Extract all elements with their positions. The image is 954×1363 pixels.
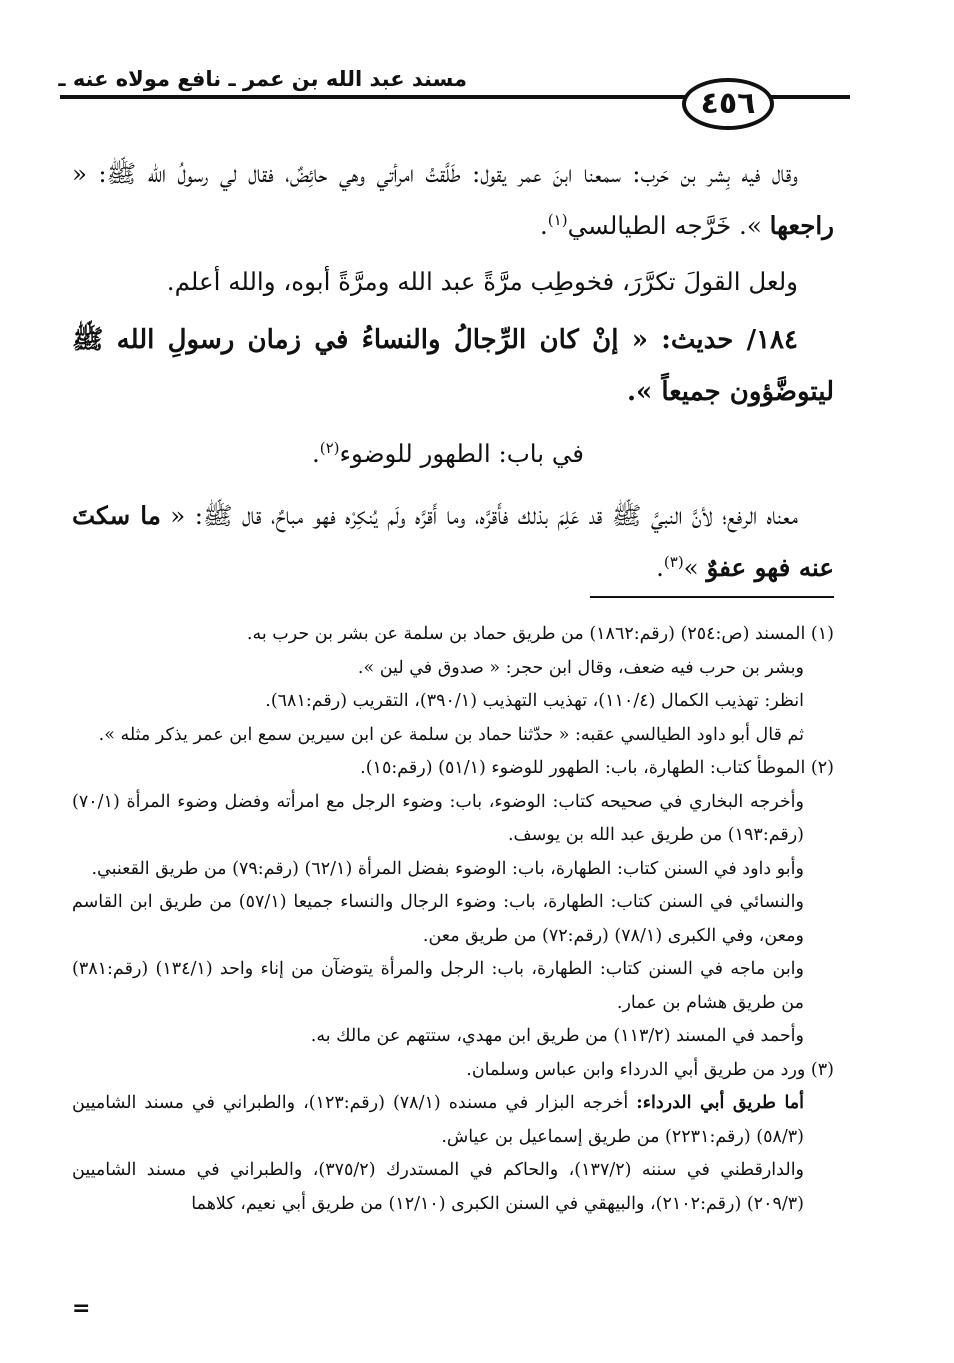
footnote-ref: (٢): [319, 438, 340, 457]
subheading: أما طريق أبي الدرداء:: [636, 1093, 805, 1113]
footnote: (٣) ورد من طريق أبي الدرداء وابن عباس وسلمان.: [466, 1059, 834, 1080]
paragraph: [72, 148, 834, 252]
text-span: .: [311, 439, 320, 468]
footnote-ref: (١): [547, 210, 568, 229]
footnote-separator: [590, 596, 834, 598]
text-span: أخرجه البزار في مسنده (٧٨/١) (رقم:١٢٣)، والطبراني في مسند الشاميين (٥٨/٣) (رقم:٢٢٣١) من طريق إسماعيل بن عياش.: [72, 1093, 804, 1147]
text-span: ». خَرَّجه الطيالسي: [567, 211, 770, 240]
chapter-reference: [72, 428, 834, 480]
footnote-line: وبشر بن حرب فيه ضعف، وقال ابن حجر: « صدوق في لين ».: [357, 657, 804, 678]
text-span: معناه الرفع؛ لأنَّ النبيَّ ﷺ قد عَلِمَ بذلك فأَقرَّه، وما أَقرَّه ولَم يُنكِرْه فهو مباحٌ، قال ﷺ: «: [160, 501, 799, 530]
footnote-line: والدارقطني في سننه (١٣٧/٢)، والحاكم في المستدرك (٣٧٥/٢)، والطبراني في مسند الشاميين (٢٠٩/٣) (رقم:٢١٠٢)، والبيهقي في السنن الكبرى (١٢/١٠) من طريق أبي نعيم، كلاهما: [72, 1160, 805, 1214]
footnote: (١) المسند (ص:٢٥٤) (رقم:١٨٦٢) من طريق حماد بن سلمة عن بشر بن حرب به.: [246, 624, 834, 644]
quoted-hadith: راجعها: [769, 211, 834, 240]
footnote-ref: (٣): [663, 552, 684, 571]
quoted-hadith: ما سكتَ عنه فهو عفوٌ: [72, 501, 834, 582]
text-span: »: [683, 553, 707, 582]
running-title: مسند عبد الله بن عمر ـ نافع مولاه عنه ـ: [50, 67, 475, 91]
footnote-line: والنسائي في السنن كتاب: الطهارة، باب: وضوء الرجال والنساء جميعا (٥٧/١) من طريق ابن القاسم ومعن، وفي الكبرى (٧٨/١) (رقم:٧٢) من طريق معن.: [72, 892, 804, 946]
text-span: وقال فيه بِشر بن حَرب: سمعنا ابنَ عمر يقول: طَلَّقتُ امرأتي وهي حائِضٌ، فقال لي رسولُ الله ﷺ: «: [72, 159, 798, 188]
text-span: .: [656, 553, 664, 582]
page-number: ٤٥٦: [700, 86, 756, 121]
footnote-line: وأبو داود في السنن كتاب: الطهارة، باب: الوضوء بفضل المرأة (٦٢/١) (رقم:٧٩) من طريق القعنبي.: [91, 858, 804, 879]
page-header: [60, 62, 850, 132]
footnote: (٢) الموطأ كتاب: الطهارة، باب: الطهور للوضوء (٥١/١) (رقم:١٥).: [360, 758, 834, 778]
continuation-mark: =: [72, 1296, 91, 1321]
footnote-line: انظر: تهذيب الكمال (١١٠/٤)، تهذيب التهذيب (٣٩٠/١)، التقريب (رقم:٦٨١).: [265, 691, 804, 711]
footnote-line: ثم قال أبو داود الطيالسي عقبه: « حدّثنا حماد بن سلمة عن ابن سيرين سمع ابن عمر يذكر مثله ».: [98, 724, 804, 745]
main-text: [72, 148, 834, 598]
text-span: في باب: الطهور للوضوء: [339, 439, 584, 468]
footnote-line: وأحمد في المسند (١١٣/٢) من طريق ابن مهدي، ستتهم عن مالك به.: [310, 1026, 804, 1046]
footnote-line: [72, 1087, 834, 1154]
footnote-line: وأخرجه البخاري في صحيحه كتاب: الوضوء، باب: وضوء الرجل مع امرأته وفضل وضوء المرأة (٧٠/١) (رقم:١٩٣) من طريق عبد الله بن يوسف.: [72, 791, 804, 845]
footnote-line: وابن ماجه في السنن كتاب: الطهارة، باب: الرجل والمرأة يتوضآن من إناء واحد (١٣٤/١) (رقم:٣٨١) من طريق هشام بن عمار.: [72, 959, 804, 1013]
hadith-heading: ١٨٤/ حديث: « إنْ كان الرِّجالُ والنساءُ في زمان رسولِ الله ﷺ ليتوضَّؤون جميعاً ».: [72, 325, 834, 407]
text-span: .: [539, 211, 548, 240]
footnotes: [72, 618, 834, 1221]
paragraph: [72, 490, 834, 594]
paragraph: ولعل القولَ تكرَّرَ، فخوطِب مرَّةً عبد الله ومرَّةً أبوه، والله أعلم.: [166, 267, 798, 296]
page-number-badge: [682, 78, 774, 130]
